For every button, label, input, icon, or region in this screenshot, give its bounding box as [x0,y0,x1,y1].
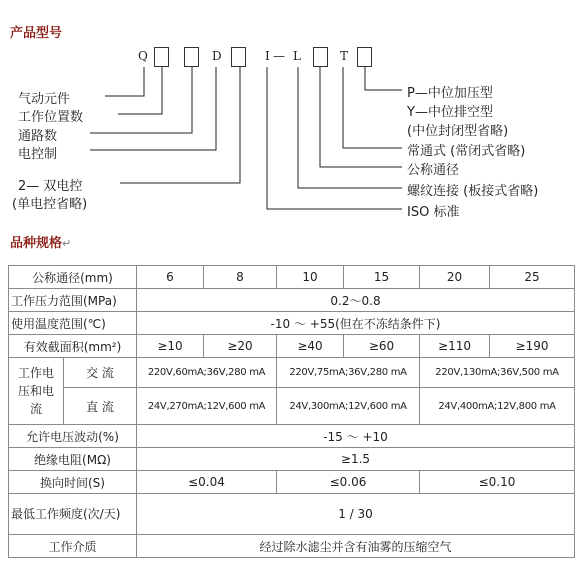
cell-dc-2: 24V,300mA;12V,600 mA [277,388,420,425]
cell-dc-3: 24V,400mA;12V,800 mA [420,388,575,425]
spec-table [8,265,575,558]
cell-area-3: ≥40 [277,335,344,358]
return-mark: ↵ [62,237,72,250]
code-char-t: T [340,49,349,63]
label-y-exhaust: Y—中位排空型 [407,105,493,120]
cell-switch-3: ≤0.10 [420,471,575,494]
table-row [9,494,575,535]
table-row [9,335,575,358]
cell-area-6: ≥190 [490,335,575,358]
cell-insulation: ≥1.5 [137,448,575,471]
cell-medium: 经过除水滤尘并含有油雾的压缩空气 [137,535,575,558]
model-heading-text: 产品型号 [10,26,63,41]
table-row [9,471,575,494]
cell-area-4: ≥60 [344,335,420,358]
cell-size-10: 10 [277,266,344,289]
label-ac: 交 流 [64,358,137,388]
table-row [9,388,575,425]
cell-ac-2: 220V,75mA;36V,280 mA [277,358,420,388]
row-label-pressure: 工作压力范围(MPa) [9,289,137,312]
cell-size-6: 6 [137,266,204,289]
label-normally-open: 常通式 (常闭式省略) [407,144,526,159]
cell-switch-2: ≤0.06 [277,471,420,494]
row-label-switch-time: 换向时间(S) [9,471,137,494]
label-work-positions: 工作位置数 [18,110,84,125]
row-label-voltage-current: 工作电压和电流 [9,358,64,425]
cell-voltage-fluctuation: -15 ～ +10 [137,425,575,448]
cell-size-15: 15 [344,266,420,289]
cell-switch-1: ≤0.04 [137,471,277,494]
cell-size-25: 25 [490,266,575,289]
table-row [9,312,575,335]
label-thread-connection: 螺纹连接 (板接式省略) [407,184,539,199]
cell-frequency: 1 / 30 [137,494,575,535]
cell-ac-3: 220V,130mA;36V,500 mA [420,358,575,388]
spec-heading-text: 品种规格 [10,236,63,251]
row-label-insulation: 绝缘电阻(MΩ) [9,448,137,471]
table-row [9,448,575,471]
cell-dc-1: 24V,270mA;12V,600 mA [137,388,277,425]
row-label-voltage-fluctuation: 允许电压波动(%) [9,425,137,448]
label-ports: 通路数 [18,129,58,144]
row-label-frequency: 最低工作频度(次/天) [9,494,137,535]
cell-area-2: ≥20 [204,335,277,358]
row-label-temperature: 使用温度范围(℃) [9,312,137,335]
label-p-pressurized: P—中位加压型 [407,86,493,101]
cell-size-8: 8 [204,266,277,289]
label-pneumatic-element: 气动元件 [18,92,71,107]
label-dc: 直 流 [64,388,137,425]
cell-pressure-value: 0.2～0.8 [137,289,575,312]
label-nominal-size: 公称通径 [407,163,460,178]
table-row [9,289,575,312]
cell-ac-1: 220V,60mA;36V,280 mA [137,358,277,388]
code-char-l: L [293,49,301,63]
label-iso-standard: ISO 标准 [407,205,460,220]
cell-size-20: 20 [420,266,490,289]
code-char-dash: — [273,49,285,63]
label-electric-control: 电控制 [18,147,58,162]
label-closed-omit: (中位封闭型省略) [407,124,509,139]
code-char-i: I [265,49,270,63]
cell-temperature-value: -10 ～ +55(但在不冻结条件下) [137,312,575,335]
table-row [9,358,575,388]
label-double-control: 2— 双电控 [18,179,83,194]
row-label-nominal-size: 公称通径(mm) [9,266,137,289]
cell-area-1: ≥10 [137,335,204,358]
row-label-medium: 工作介质 [9,535,137,558]
cell-area-5: ≥110 [420,335,490,358]
table-row [9,266,575,289]
code-char-q: Q [138,49,148,63]
row-label-area: 有效截面积(mm²) [9,335,137,358]
spec-heading [10,232,71,251]
code-char-d: D [212,49,222,63]
label-single-control-omit: (单电控省略) [12,197,88,212]
table-row [9,425,575,448]
table-row [9,535,575,558]
